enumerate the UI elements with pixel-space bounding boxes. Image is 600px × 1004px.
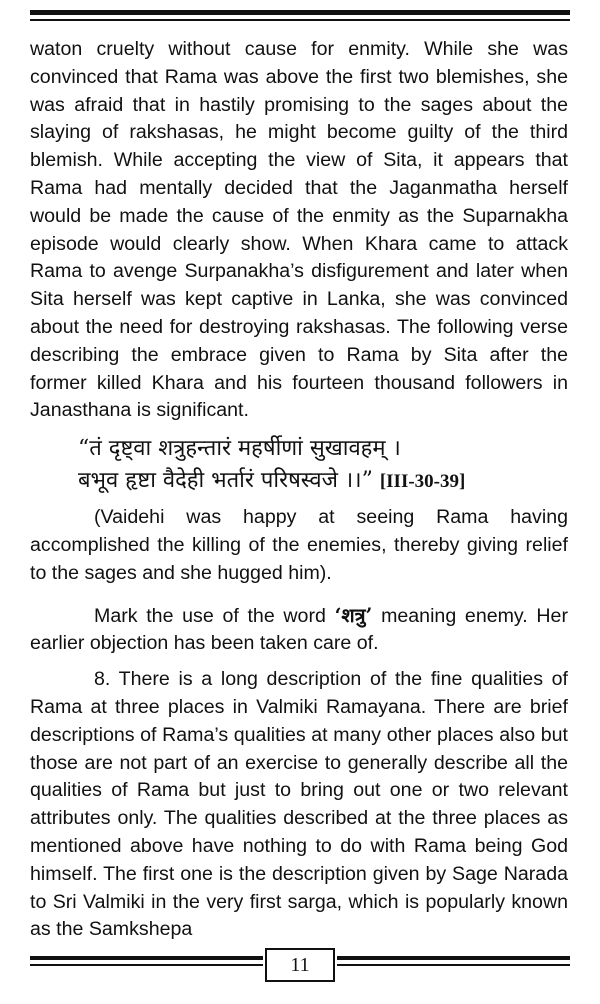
sanskrit-word-shatru: ‘शत्रु’ bbox=[334, 603, 373, 627]
footer-rule-left-thin bbox=[30, 964, 263, 966]
footer-rule-right-thick bbox=[337, 956, 570, 960]
sanskrit-verse bbox=[30, 433, 568, 498]
verse-line-2-text: बभूव हृष्टा वैदेही भर्तारं परिषस्वजे ।।” bbox=[78, 468, 373, 494]
paragraph-word-note bbox=[30, 602, 568, 659]
paragraph-qualities: 8. There is a long description of the fine qualities of Rama at three places in Valmiki Ramayana. There are brief descriptions of Rama’s qualities at many other places also but those are not part of an exercise to generally describe all the qualities of Rama but just to bring out one or two relevant attributes only. The qualities described at the three places as mentioned above have nothing to do with Rama being God himself. The first one is the description given by Sage Narada to Sri Valmiki in the very first sarga, which is popularly known as the Samkshepa bbox=[30, 668, 568, 941]
paragraph-translation: (Vaidehi was happy at seeing Rama having accomplished the killing of the enemies, thereby giving relief to the sages and she hugged him). bbox=[30, 506, 568, 584]
verse-reference: [III-30-39] bbox=[379, 471, 466, 493]
header-rule-thin bbox=[30, 19, 570, 21]
header-rule-thick bbox=[30, 10, 570, 15]
verse-line-2 bbox=[78, 465, 568, 498]
word-note-after: meaning enemy. Her earlier objection has been taken care of. bbox=[30, 604, 568, 655]
page-footer bbox=[30, 948, 570, 984]
footer-rule-left-thick bbox=[30, 956, 263, 960]
paragraph-cruelty: waton cruelty without cause for enmity. While she was convinced that Rama was above the first two blemishes, she was afraid that in hastily promising to the sages about the slaying of rakshasas, he might become guilty of the third blemish. While accepting the view of Sita, it appears that Rama had mentally decided that the Jaganmatha herself would be made the cause of the enmity as the Suparnakha episode would clearly show. When Khara came to attack Rama to avenge Surpanakha’s disfigurement and later when Sita herself was kept captive in Lanka, she was convinced about the need for destroying rakshasas. The following verse describing the embrace given to Rama by Sita after the former killed Khara and his fourteen thousand followers in Janasthana is significant. bbox=[30, 38, 568, 422]
verse-line-1: “तं दृष्ट्वा शत्रुहन्तारं महर्षीणां सुखावहम् । bbox=[78, 436, 401, 462]
paragraph-gap bbox=[30, 588, 568, 602]
page-body bbox=[30, 36, 568, 944]
page-number: 11 bbox=[265, 948, 335, 982]
word-note-before: Mark the use of the word bbox=[94, 604, 335, 627]
footer-rule-right-thin bbox=[337, 964, 570, 966]
paragraph-gap bbox=[30, 658, 568, 666]
